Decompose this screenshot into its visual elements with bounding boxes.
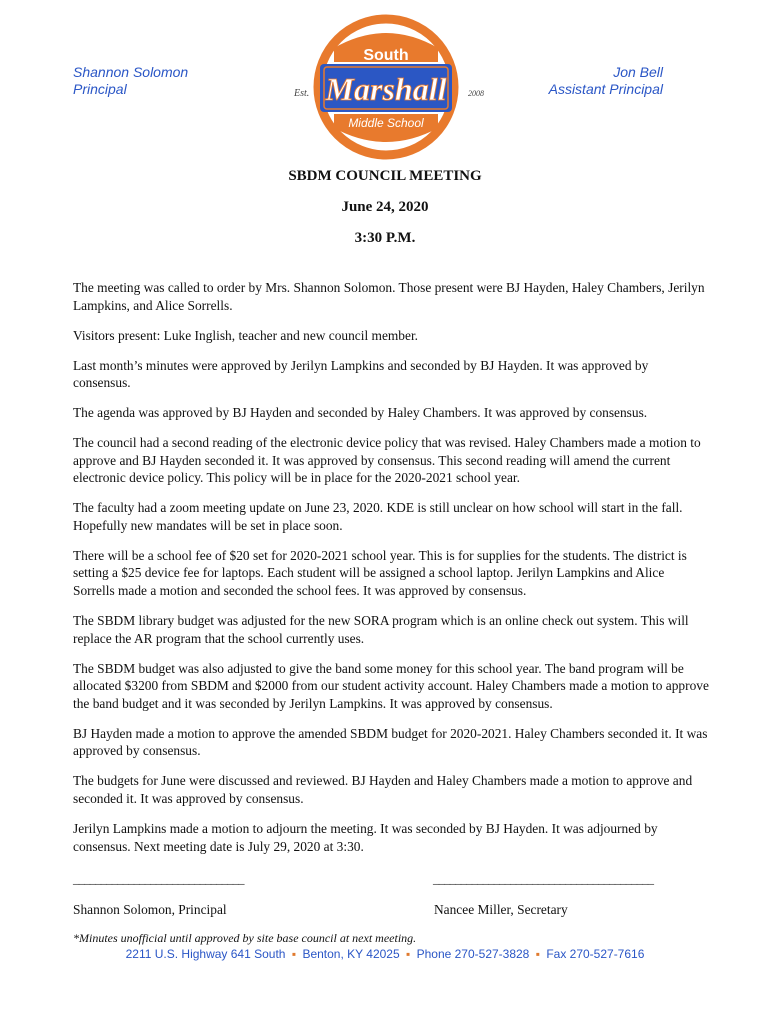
principal-signature-name: Shannon Solomon, Principal bbox=[73, 902, 227, 917]
assistant-principal-name: Jon Bell bbox=[613, 64, 663, 80]
minutes-paragraph: Jerilyn Lampkins made a motion to adjourn the meeting. It was seconded by BJ Hayden. It was adjourned by consensus. Next meeting date is July 29, 2020 at 3:30. bbox=[73, 820, 658, 854]
footer-separator: ▪ bbox=[405, 947, 411, 961]
minutes-paragraph: Visitors present: Luke Inglish, teacher and new council member. bbox=[73, 327, 419, 343]
logo-est-text: Est. bbox=[294, 88, 310, 99]
meeting-title-block bbox=[0, 166, 770, 259]
footer-contact bbox=[0, 947, 770, 961]
logo-year-text: 2008 bbox=[468, 89, 484, 98]
principal-name: Shannon Solomon bbox=[73, 64, 189, 80]
school-logo bbox=[284, 12, 488, 162]
logo-main-text: Marshall bbox=[325, 71, 447, 107]
footer-separator: ▪ bbox=[291, 947, 297, 961]
assistant-principal-title: Assistant Principal bbox=[548, 81, 663, 97]
footer-fax: Fax 270-527-7616 bbox=[546, 947, 645, 961]
principal-block bbox=[73, 64, 188, 98]
minutes-paragraph: BJ Hayden made a motion to approve the amended SBDM budget for 2020-2021. Haley Chambers seconded it. It was approved by consensus. bbox=[73, 725, 708, 759]
minutes-paragraph: Last month’s minutes were approved by Jerilyn Lampkins and seconded by BJ Hayden. It was approved by consensus. bbox=[73, 357, 649, 391]
assistant-principal-block bbox=[549, 64, 663, 98]
minutes-paragraph: The council had a second reading of the electronic device policy that was revised. Haley Chambers made a motion to approve and BJ Hayden seconded it. It was approved by consensus. This second reading will amend the current electronic device policy. This policy will be in place for the 2020-2021 school year. bbox=[73, 435, 701, 486]
minutes-paragraph: The SBDM budget was also adjusted to give the band some money for this school year. The band program will be allocated $3200 from SBDM and $2000 from our student activity account. Haley Chambers made a motion to approve the band budget and it was seconded by Jerilyn Lampkins. It was approved by consensus. bbox=[73, 660, 709, 711]
unofficial-note: *Minutes unofficial until approved by site base council at next meeting. bbox=[73, 931, 417, 945]
secretary-signature-line: ________________________________________ bbox=[433, 871, 653, 886]
minutes-paragraph: The agenda was approved by BJ Hayden and seconded by Haley Chambers. It was approved by consensus. bbox=[73, 405, 648, 421]
principal-title: Principal bbox=[73, 81, 127, 97]
meeting-date: June 24, 2020 bbox=[341, 199, 429, 215]
minutes-paragraph: The SBDM library budget was adjusted for the new SORA program which is an online check out system. This will replace the AR program that the school currently uses. bbox=[73, 613, 689, 646]
footer-city: Benton, KY 42025 bbox=[302, 947, 400, 961]
meeting-time: 3:30 P.M. bbox=[354, 230, 416, 246]
footer-phone: Phone 270-527-3828 bbox=[416, 947, 530, 961]
footer-address: 2211 U.S. Highway 641 South bbox=[125, 947, 286, 961]
minutes-paragraph: The meeting was called to order by Mrs. Shannon Solomon. Those present were BJ Hayden, Haley Chambers, Jerilyn Lampkins, and Alice Sorrells. bbox=[73, 280, 705, 313]
minutes-paragraph: The faculty had a zoom meeting update on June 23, 2020. KDE is still unclear on how school will start in the fall. Hopefully new mandates will be set in place soon. bbox=[73, 500, 683, 533]
secretary-signature-name: Nancee Miller, Secretary bbox=[434, 902, 568, 917]
minutes-paragraph: The budgets for June were discussed and reviewed. BJ Hayden and Haley Chambers made a motion to approve and seconded it. It was approved by consensus. bbox=[73, 773, 693, 806]
principal-signature-line: _______________________________ bbox=[73, 871, 244, 886]
meeting-heading: SBDM COUNCIL MEETING bbox=[288, 168, 482, 184]
logo-top-text: South bbox=[363, 47, 409, 64]
minutes-body bbox=[73, 279, 709, 868]
logo-bottom-text: Middle School bbox=[348, 116, 424, 130]
minutes-paragraph: There will be a school fee of $20 set for 2020-2021 school year. This is for supplies for the students. The district is setting a $25 device fee for laptops. Each student will be assigned a school laptop. Jerilyn Lampkins and Alice Sorrells made a motion and seconded the school fees. It was approved by consensus. bbox=[73, 547, 687, 599]
footer-separator: ▪ bbox=[535, 947, 540, 961]
